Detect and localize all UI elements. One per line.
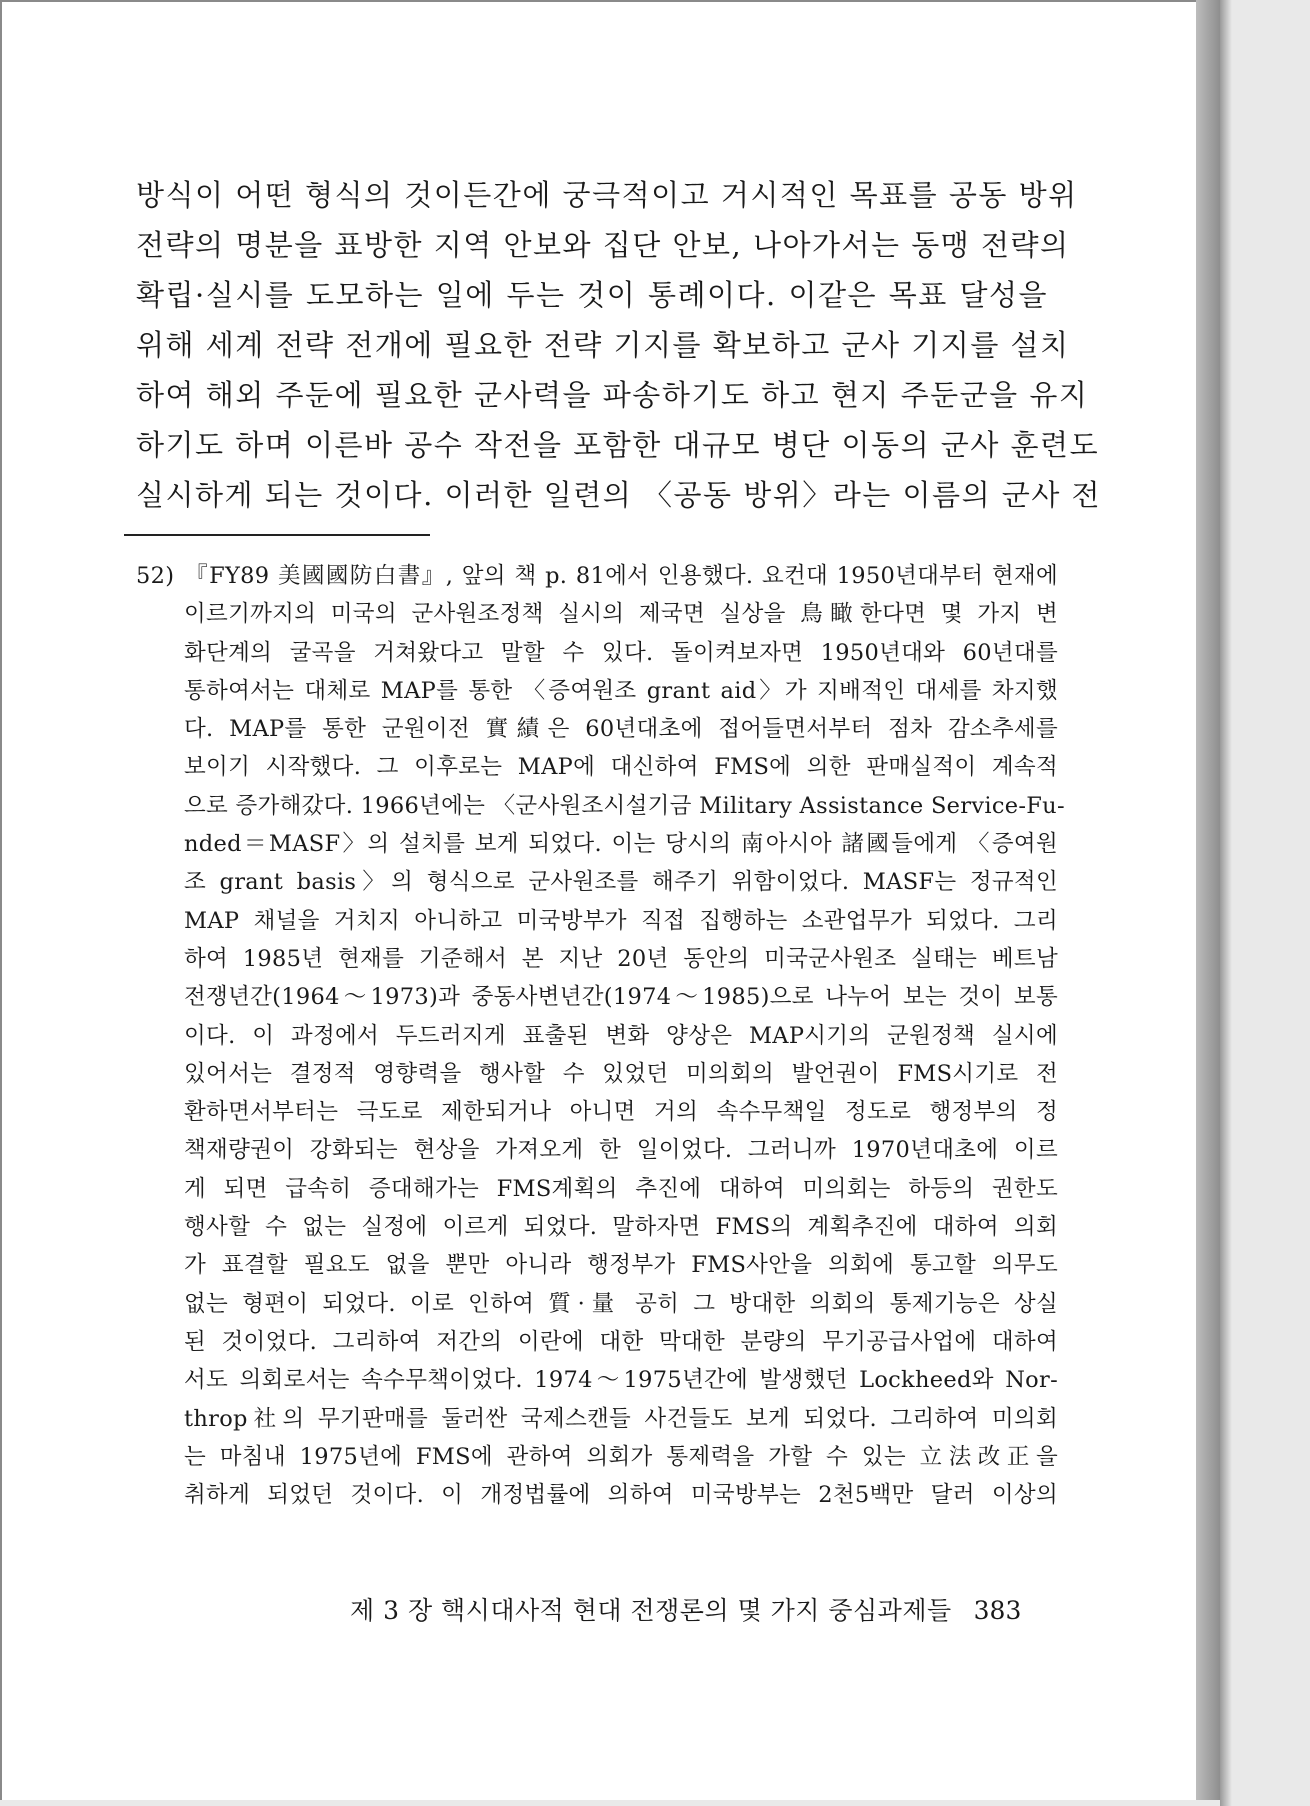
footnote-line: 는 마침내 1975년에 FMS에 관하여 의회가 통제력을 가할 수 있는 立法改正을 bbox=[184, 1443, 1058, 1470]
footnote-line: 게 되면 급속히 증대해가는 FMS계획의 추진에 대하여 미의회는 하등의 권한도 bbox=[184, 1175, 1058, 1202]
page-footer bbox=[350, 1591, 1021, 1627]
footnote-line: nded＝MASF〉의 설치를 보게 되었다. 이는 당시의 南아시아 諸國들에게 〈증여원 bbox=[184, 831, 1058, 858]
footnote-line: 보이기 시작했다. 그 이후로는 MAP에 대신하여 FMS에 의한 판매실적이 계속적 bbox=[184, 754, 1058, 781]
footnote-line: 통하여서는 대체로 MAP를 통한 〈증여원조 grant aid〉가 지배적인 대세를 차지했 bbox=[184, 677, 1058, 704]
footnote-line: MAP 채널을 거치지 아니하고 미국방부가 직접 집행하는 소관업무가 되었다. 그리 bbox=[184, 907, 1058, 934]
footnote-line: 행사할 수 없는 실정에 이르게 되었다. 말하자면 FMS의 계획추진에 대하여 의회 bbox=[184, 1214, 1058, 1241]
page-shadow bbox=[1220, 0, 1232, 1806]
footnote-line: 화단계의 굴곡을 거쳐왔다고 말할 수 있다. 돌이켜보자면 1950년대와 60년대를 bbox=[184, 639, 1058, 666]
footnote-line: 없는 형편이 되었다. 이로 인하여 質·量 공히 그 방대한 의회의 통제기능은 상실 bbox=[184, 1290, 1058, 1317]
footnote-line: 있어서는 결정적 영향력을 행사할 수 있었던 미의회의 발언권이 FMS시기로 전 bbox=[184, 1060, 1058, 1087]
footnote-line: 환하면서부터는 극도로 제한되거나 아니면 거의 속수무책일 정도로 행정부의 정 bbox=[184, 1099, 1058, 1126]
footnote-line: 이다. 이 과정에서 두드러지게 표출된 변화 양상은 MAP시기의 군원정책 실시에 bbox=[184, 1022, 1058, 1049]
body-line: 전략의 명분을 표방한 지역 안보와 집단 안보, 나아가서는 동맹 전략의 bbox=[136, 228, 1070, 262]
body-line: 방식이 어떤 형식의 것이든간에 궁극적이고 거시적인 목표를 공동 방위 bbox=[136, 178, 1078, 212]
footnote-line: 취하게 되었던 것이다. 이 개정법률에 의하여 미국방부는 2천5백만 달러 이상의 bbox=[184, 1482, 1058, 1509]
footnote-line: 전쟁년간(1964～1973)과 중동사변년간(1974～1985)으로 나누어 보는 것이 보통 bbox=[184, 984, 1058, 1011]
footnote-line: throp社의 무기판매를 둘러싼 국제스캔들 사건들도 보게 되었다. 그리하여 미의회 bbox=[184, 1405, 1058, 1432]
footnote-line: 하여 1985년 현재를 기준해서 본 지난 20년 동안의 미국군사원조 실태는 베트남 bbox=[184, 945, 1058, 972]
footnote-line: 다. MAP를 통한 군원이전 實績은 60년대초에 접어들면서부터 점차 감소추세를 bbox=[184, 716, 1058, 743]
body-line: 확립·실시를 도모하는 일에 두는 것이 통례이다. 이같은 목표 달성을 bbox=[136, 278, 1048, 312]
footnote-divider bbox=[124, 534, 430, 536]
footnote-number: 52) bbox=[136, 563, 175, 589]
body-line: 하기도 하며 이른바 공수 작전을 포함한 대규모 병단 이동의 군사 훈련도 bbox=[136, 428, 1100, 462]
footnote-line: 조 grant basis〉의 형식으로 군사원조를 해주기 위함이었다. MASF는 정규적인 bbox=[184, 869, 1058, 896]
body-line: 하여 해외 주둔에 필요한 군사력을 파송하기도 하고 현지 주둔군을 유지 bbox=[136, 378, 1089, 412]
footnote-52 bbox=[136, 557, 1065, 1514]
running-footer-chapter-title: 제 3 장 핵시대사적 현대 전쟁론의 몇 가지 중심과제들 bbox=[350, 1596, 952, 1625]
footnote-line: 된 것이었다. 그리하여 저간의 이란에 대한 막대한 분량의 무기공급사업에 대하여 bbox=[184, 1328, 1058, 1355]
page-edge bbox=[1196, 0, 1220, 1800]
footnote-line: 으로 증가해갔다. 1966년에는 〈군사원조시설기금 Military Assistance Service-Fu- bbox=[184, 792, 1065, 819]
footnote-line: 이르기까지의 미국의 군사원조정책 실시의 제국면 실상을 鳥瞰한다면 몇 가지 변 bbox=[184, 601, 1058, 628]
footnote-line bbox=[136, 557, 1058, 595]
footnote-line: 책재량권이 강화되는 현상을 가져오게 한 일이었다. 그러니까 1970년대초에 이르 bbox=[184, 1137, 1058, 1164]
footnote-line: 가 표결할 필요도 없을 뿐만 아니라 행정부가 FMS사안을 의회에 통고할 의무도 bbox=[184, 1252, 1058, 1279]
body-line: 실시하게 되는 것이다. 이러한 일련의 〈공동 방위〉라는 이름의 군사 전 bbox=[136, 478, 1102, 512]
body-text bbox=[136, 170, 1102, 520]
body-line: 위해 세계 전략 전개에 필요한 전략 기지를 확보하고 군사 기지를 설치 bbox=[136, 328, 1070, 362]
footnote-line-text: 『FY89 美國國防白書』, 앞의 책 p. 81에서 인용했다. 요컨대 1950년대부터 현재에 bbox=[184, 563, 1058, 589]
footnote-line: 서도 의회로서는 속수무책이었다. 1974～1975년간에 발생했던 Lockheed와 Nor- bbox=[184, 1367, 1058, 1394]
page-number: 383 bbox=[973, 1596, 1022, 1625]
